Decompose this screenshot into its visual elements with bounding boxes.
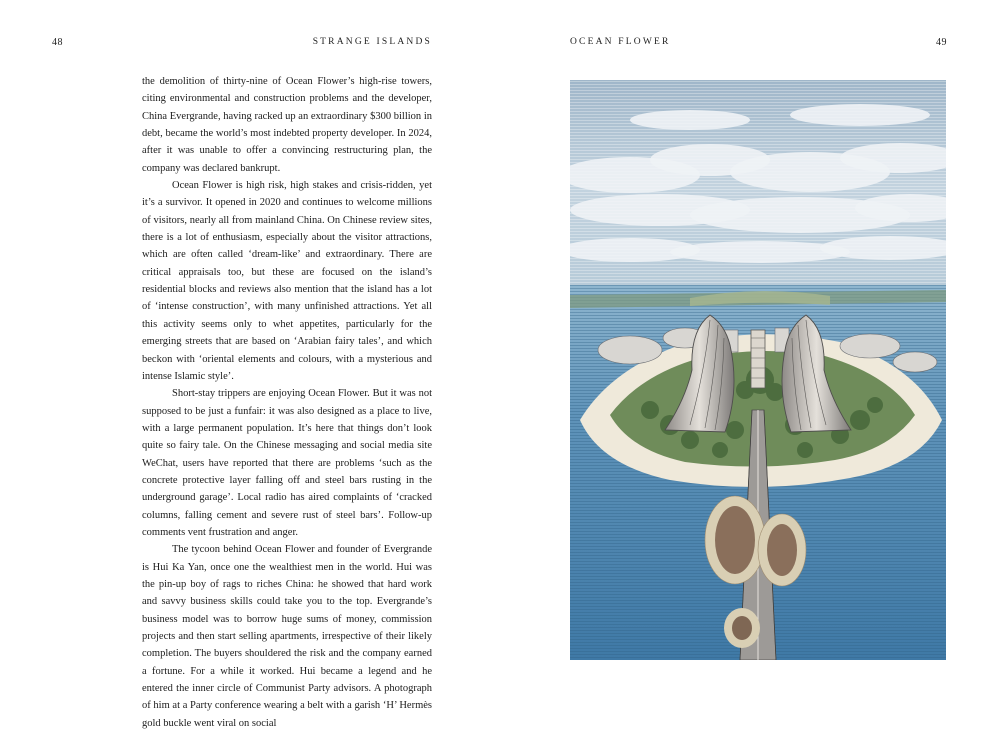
running-head: OCEAN FLOWER [570,37,671,47]
page-number: 49 [936,37,947,48]
paragraph: Short-stay trippers are enjoying Ocean Flower. But it was not supposed to be just a funfair: it was also designed as a place to live, with a large permanent population. It’s here that things don’t look quite so fairy tale. On the Chinese messaging and social media site WeChat, users have reported that there are problems ‘such as the concrete protective layer falling off and steel bars rusting in the underground garage’. Local radio has aired complaints of ‘cracked columns, falling cement and severe rust of steel bars’. Follow-up comments vent frustration and anger. [142,388,432,538]
paragraph: Ocean Flower is high risk, high stakes and crisis-ridden, yet it’s a survivor. It opened in 2020 and continues to welcome millions of visitors, nearly all from mainland China. On Chinese review sites, there is a lot of enthusiasm, especially about the visitor attractions, which are often called ‘dream-like’ and extraordinary. There are critical appraisals too, but these are focused on the island’s residential blocks and reviews also mention that the island has a lot of ‘intense construction’, with many unfinished attractions. Yet all this activity seems only to whet appetites, particularly for the emerging streets that are based on ‘Arabian fairy tales’, and which beckon with ‘oriental elements and colours, with a mysterious and intense Islamic style’. [142,180,432,382]
ocean-flower-illustration [570,80,946,660]
central-tower [751,330,765,388]
paragraph: the demolition of thirty-nine of Ocean Flower’s high-rise towers, citing environmental and construction problems and the developer, China Evergrande, having racked up an extraordinary $300 billion in debt, became the world’s most indebted property developer. In 2024, after it was unable to offer a convincing restructuring plan, the company was declared bankrupt. [142,76,432,174]
paragraph: The tycoon behind Ocean Flower and founder of Evergrande is Hui Ka Yan, once one the wealthiest men in the world. Hui was the pin-up boy of rags to riches China: he showed that hard work and savvy business skills could take you to the top. Evergrande’s business model was to borrow huge sums of money, commission projects and then start selling apartments, irrespective of their likely completion. The buyers shouldered the risk and the company earned a fortune. For a while it worked. Hui became a legend and he entered the inner circle of Communist Party advisors. A photograph of him at a Party conference wearing a belt with a garish ‘H’ Hermès gold buckle went viral on social [142,544,432,729]
running-head: STRANGE ISLANDS [312,37,432,47]
aerial-view-image [570,80,946,660]
page-number: 48 [52,37,63,48]
right-page [500,0,1000,715]
left-page [0,0,500,729]
body-text [142,73,432,732]
